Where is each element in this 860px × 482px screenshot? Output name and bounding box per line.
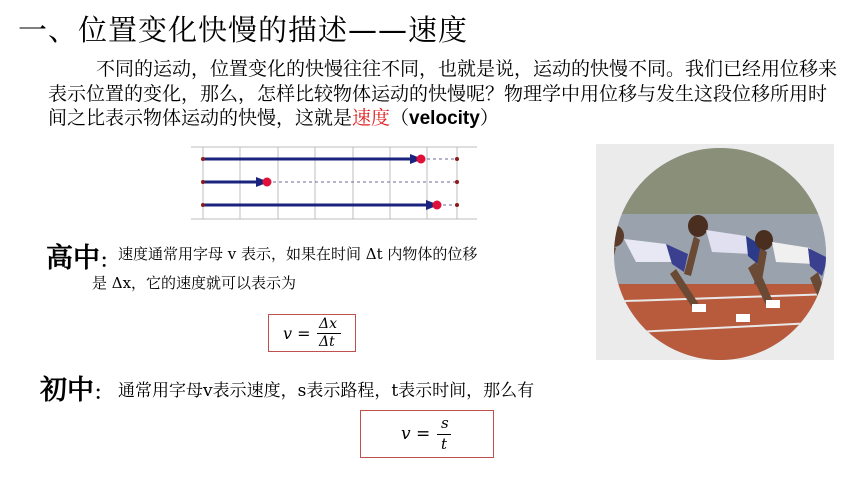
formula-lhs: v = [283, 324, 311, 343]
middle-school-definition: 通常用字母v表示速度，s表示路程，t表示时间，那么有 [118, 381, 535, 401]
motion-comparison-diagram [191, 144, 477, 222]
formula-denominator: Δt [319, 334, 335, 350]
arrow-3 [203, 200, 442, 210]
high-school-colon: ： [100, 251, 118, 272]
formula-numerator: Δx [319, 316, 338, 332]
sprinters-photo [596, 144, 834, 360]
arrow-1 [203, 154, 426, 164]
high-school-velocity-formula [268, 314, 356, 352]
high-school-label-text: 高中 [46, 243, 100, 274]
paren-open: （ [390, 107, 410, 129]
middle-school-label [40, 368, 112, 407]
velocity-term: 速度 [352, 107, 391, 129]
arrow-2 [203, 177, 272, 187]
formula-lhs: v = [401, 424, 431, 444]
intro-text: 不同的运动，位置变化的快慢往往不同，也就是说，运动的快慢不同。我们已经用位移来表示位置的变化，那么，怎样比较物体运动的快慢呢？物理学中用位移与发生这段位移所用时间之比表示物体运动的快慢，这就是 [48, 58, 838, 129]
velocity-term-en: velocity [409, 108, 480, 129]
high-school-definition-line1: 速度通常用字母 v 表示，如果在时间 Δt 内物体的位移 [118, 245, 478, 263]
high-school-label [46, 236, 118, 275]
dashed-guides [267, 159, 457, 205]
page-title: 一、位置变化快慢的描述——速度 [18, 13, 469, 47]
paren-close: ） [479, 107, 499, 129]
middle-school-colon: ： [94, 383, 112, 404]
formula-numerator: s [441, 414, 449, 432]
formula-denominator: t [441, 435, 448, 453]
intro-paragraph [48, 57, 838, 132]
high-school-definition-line2: 是 Δx，它的速度就可以表示为 [92, 274, 297, 292]
middle-school-label-text: 初中 [40, 375, 94, 406]
middle-school-velocity-formula [360, 410, 494, 458]
